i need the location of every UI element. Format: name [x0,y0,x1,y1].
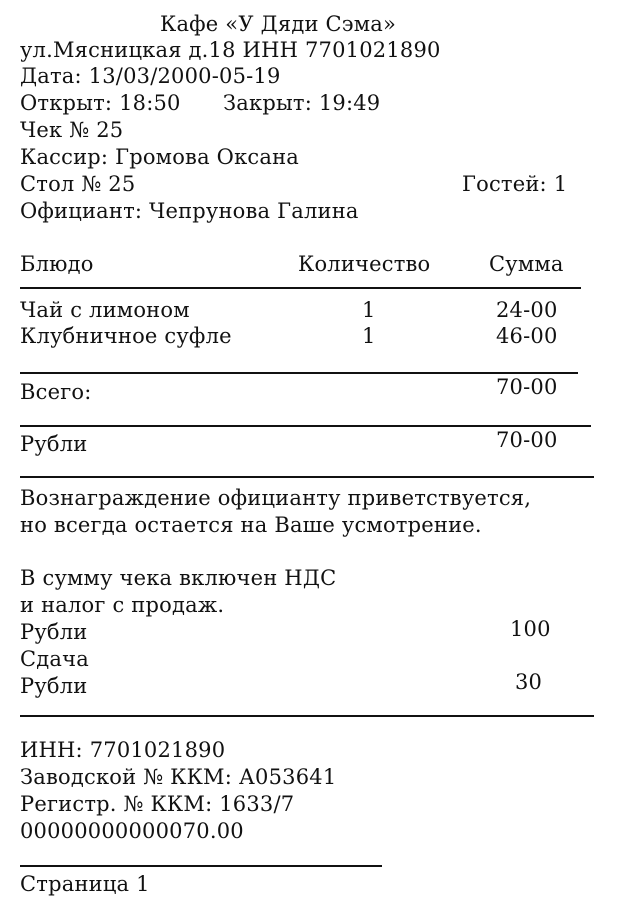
table-row-2-name: Клубничное суфле [20,324,232,348]
footer-registration-number: Регистр. № ККМ: 1633/7 [20,792,295,816]
rubles-label: Рубли [20,432,88,456]
table-row-2-sum: 46-00 [496,324,558,348]
table-row-1-name: Чай с лимоном [20,298,190,322]
divider [20,287,581,289]
divider [20,715,594,717]
column-header-dish: Блюдо [20,252,94,276]
table-row-2-qty: 1 [362,324,376,348]
paid-value: 100 [510,617,551,641]
divider [20,476,594,478]
closed-time: Закрыт: 19:49 [223,91,381,115]
address-line: ул.Мясницкая д.18 ИНН 7701021890 [20,38,441,62]
footer-inn: ИНН: 7701021890 [20,738,226,762]
total-label: Всего: [20,380,92,404]
rubles-value: 70-00 [496,428,558,452]
cashier-line: Кассир: Громова Оксана [20,145,300,169]
vat-note-line-1: В сумму чека включен НДС [20,566,337,590]
divider [20,425,591,427]
change-value: 30 [515,670,543,694]
divider [20,865,382,867]
tip-note-line-1: Вознаграждение официанту приветствуется, [20,486,532,510]
table-row-1-sum: 24-00 [496,298,558,322]
page-number: Страница 1 [20,872,150,896]
vat-note-line-2: и налог с продаж. [20,593,225,617]
guests-count: Гостей: 1 [462,172,568,196]
table-row-1-qty: 1 [362,298,376,322]
change-rubles-label: Рубли [20,674,88,698]
divider [20,372,578,374]
change-label: Сдача [20,647,89,671]
opened-time: Открыт: 18:50 [20,91,181,115]
column-header-sum: Сумма [489,252,564,276]
column-header-quantity: Количество [298,252,431,276]
check-number: Чек № 25 [20,118,124,142]
paid-label: Рубли [20,620,88,644]
total-value: 70-00 [496,375,558,399]
table-number: Стол № 25 [20,172,136,196]
date-line: Дата: 13/03/2000-05-19 [20,64,281,88]
footer-counter: 00000000000070.00 [20,819,244,843]
cafe-name: Кафе «У Дяди Сэма» [160,12,397,36]
tip-note-line-2: но всегда остается на Ваше усмотрение. [20,513,482,537]
waiter-line: Официант: Чепрунова Галина [20,199,359,223]
footer-factory-number: Заводской № ККМ: А053641 [20,765,337,789]
